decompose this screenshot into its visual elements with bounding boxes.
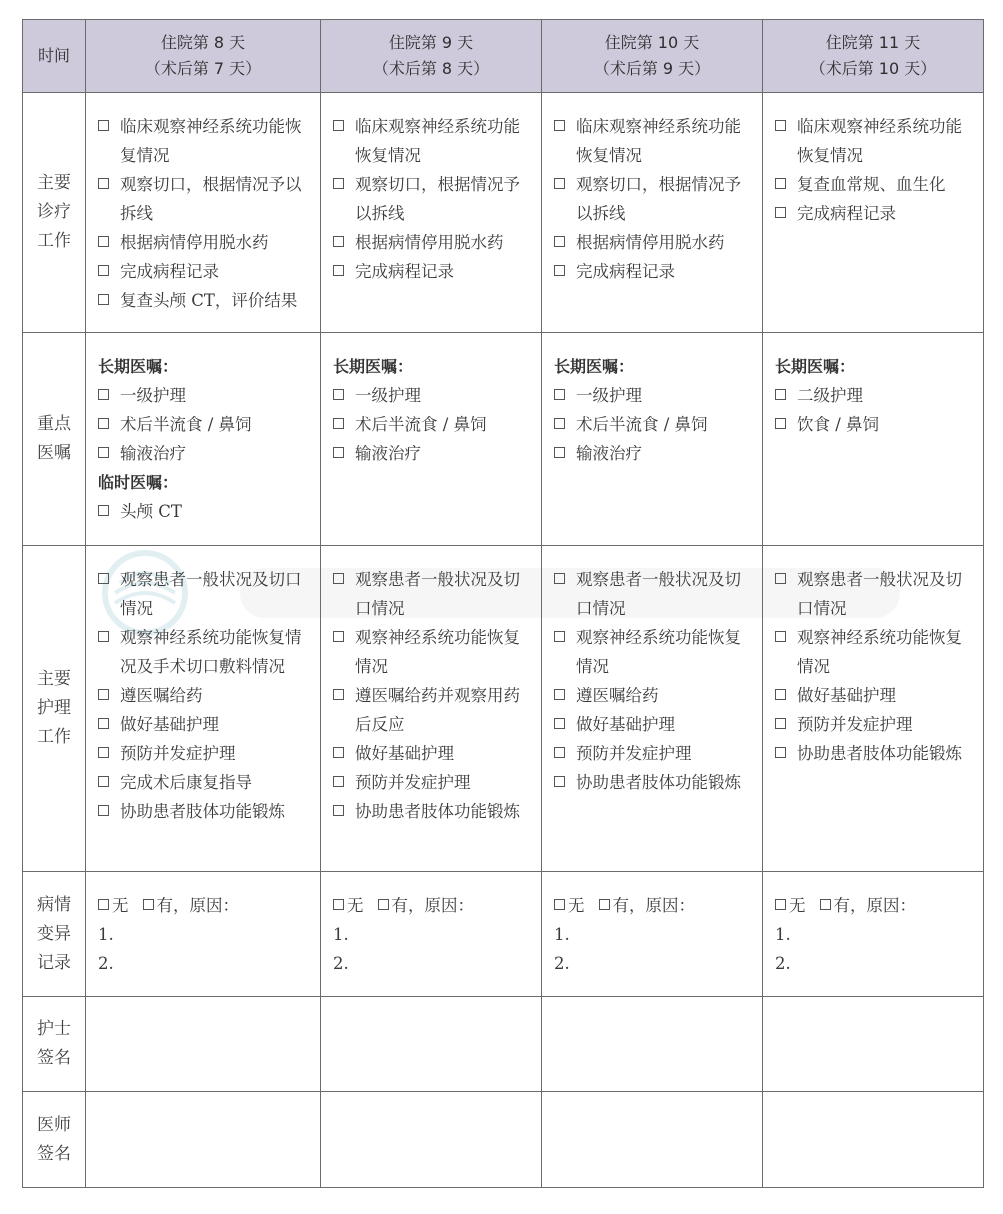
- checkbox-icon[interactable]: [98, 265, 109, 276]
- checklist-item[interactable]: [98, 381, 314, 410]
- checklist-item-text: 一级护理: [576, 386, 642, 405]
- day11-header: 住院第 11 天 （术后第 10 天）: [763, 20, 984, 93]
- checklist-item[interactable]: [554, 170, 756, 228]
- checklist-item-text: 协助患者肢体功能锻炼: [355, 802, 520, 821]
- long-term-orders-heading: 长期医嘱：: [554, 357, 635, 376]
- checklist-item[interactable]: [98, 768, 314, 797]
- checklist-item-text: 临床观察神经系统功能恢复情况: [797, 117, 962, 165]
- checkbox-icon[interactable]: [98, 389, 109, 400]
- checklist-item-text: 做好基础护理: [797, 686, 896, 705]
- checklist-item-text: 复查血常规、血生化: [797, 175, 946, 194]
- checkbox-icon[interactable]: [554, 573, 565, 584]
- checkbox-icon[interactable]: [775, 631, 786, 642]
- orders-day9: [321, 333, 541, 468]
- checklist-item-text: 协助患者肢体功能锻炼: [120, 802, 285, 821]
- checkbox-icon[interactable]: [333, 805, 344, 816]
- variance-reason-2[interactable]: 2.: [775, 954, 791, 973]
- checklist-item-text: 做好基础护理: [355, 744, 454, 763]
- checklist-item[interactable]: [98, 739, 314, 768]
- checklist-item[interactable]: [98, 623, 314, 681]
- checkbox-icon[interactable]: [775, 747, 786, 758]
- variance-none-option[interactable]: 无: [554, 891, 585, 920]
- checkbox-icon[interactable]: [554, 689, 565, 700]
- checkbox-icon[interactable]: [775, 718, 786, 729]
- checklist-item[interactable]: [333, 565, 535, 623]
- checkbox-icon[interactable]: [143, 899, 154, 910]
- clinical-pathway-table: [22, 19, 984, 1188]
- variance-reason-2[interactable]: 2.: [333, 954, 349, 973]
- variance-reason-2[interactable]: 2.: [554, 954, 570, 973]
- variance-yes-option[interactable]: 有，原因：: [599, 891, 696, 920]
- checklist-item[interactable]: [554, 112, 756, 170]
- checklist-item[interactable]: [775, 199, 977, 228]
- checklist-item[interactable]: [554, 410, 756, 439]
- checkbox-icon[interactable]: [554, 236, 565, 247]
- checkbox-icon[interactable]: [554, 447, 565, 458]
- variance-none-option[interactable]: 无: [775, 891, 806, 920]
- variance-row: [23, 872, 984, 997]
- checklist-item[interactable]: [333, 228, 535, 257]
- orders-label: 重点 医嘱: [23, 333, 86, 546]
- day9-header: 住院第 9 天 （术后第 8 天）: [321, 20, 542, 93]
- header-row: [23, 20, 984, 93]
- checkbox-icon[interactable]: [775, 207, 786, 218]
- checkbox-icon[interactable]: [554, 265, 565, 276]
- checklist-item[interactable]: [775, 739, 977, 768]
- checklist-item[interactable]: [775, 381, 977, 410]
- nursing-day9: [321, 546, 541, 826]
- checkbox-icon[interactable]: [333, 447, 344, 458]
- checklist-item[interactable]: [98, 681, 314, 710]
- checklist-item[interactable]: [554, 623, 756, 681]
- checklist-item[interactable]: [775, 681, 977, 710]
- checklist-item[interactable]: [333, 623, 535, 681]
- checklist-item-text: 遵医嘱给药: [120, 686, 203, 705]
- checklist-item-text: 术后半流食 / 鼻饲: [355, 415, 487, 434]
- diagnosis-day8: [86, 93, 320, 315]
- checkbox-icon[interactable]: [333, 689, 344, 700]
- checkbox-icon[interactable]: [98, 294, 109, 305]
- checklist-item[interactable]: [98, 439, 314, 468]
- diagnosis-day11: [763, 93, 983, 228]
- time-header: 时间: [23, 20, 86, 93]
- checklist-item[interactable]: [333, 112, 535, 170]
- checkbox-icon[interactable]: [98, 505, 109, 516]
- checklist-item[interactable]: [333, 381, 535, 410]
- checklist-item[interactable]: [98, 497, 314, 526]
- checklist-item-text: 完成病程记录: [797, 204, 896, 223]
- long-term-orders-heading: 长期医嘱：: [98, 357, 179, 376]
- checklist-item[interactable]: [554, 681, 756, 710]
- checklist-item[interactable]: [98, 797, 314, 826]
- checklist-item[interactable]: [554, 739, 756, 768]
- variance-yes-option[interactable]: 有，原因：: [378, 891, 475, 920]
- checkbox-icon[interactable]: [554, 418, 565, 429]
- checklist-item-text: 观察神经系统功能恢复情况: [576, 628, 741, 676]
- checklist-item[interactable]: [775, 565, 977, 623]
- checkbox-icon[interactable]: [554, 899, 565, 910]
- checklist-item-text: 预防并发症护理: [576, 744, 692, 763]
- checklist-item-text: 完成病程记录: [355, 262, 454, 281]
- variance-reason-1[interactable]: 1.: [333, 925, 349, 944]
- checklist-item[interactable]: [775, 112, 977, 170]
- checklist-item[interactable]: [333, 439, 535, 468]
- checklist-item[interactable]: [775, 170, 977, 199]
- checklist-item-text: 完成病程记录: [120, 262, 219, 281]
- checklist-item-text: 观察神经系统功能恢复情况及手术切口敷料情况: [120, 628, 302, 676]
- checklist-item[interactable]: [554, 565, 756, 623]
- checkbox-icon[interactable]: [554, 389, 565, 400]
- day8-header: 住院第 8 天 （术后第 7 天）: [86, 20, 321, 93]
- checkbox-icon[interactable]: [554, 631, 565, 642]
- checkbox-icon[interactable]: [775, 573, 786, 584]
- checklist-item[interactable]: [98, 286, 314, 315]
- temporary-orders-heading: 临时医嘱：: [98, 473, 179, 492]
- checklist-item-text: 观察切口，根据情况予以拆线: [355, 175, 520, 223]
- checklist-item-text: 观察患者一般状况及切口情况: [355, 570, 520, 618]
- checklist-item-text: 术后半流食 / 鼻饲: [576, 415, 708, 434]
- variance-reason-1[interactable]: 1.: [98, 925, 114, 944]
- checklist-item[interactable]: [554, 710, 756, 739]
- checklist-item-text: 协助患者肢体功能锻炼: [576, 773, 741, 792]
- variance-day10: [542, 872, 762, 978]
- nurse-sign-row: [23, 997, 984, 1092]
- checklist-item-text: 预防并发症护理: [120, 744, 236, 763]
- checklist-item[interactable]: [775, 623, 977, 681]
- variance-reason-1[interactable]: 1.: [775, 925, 791, 944]
- checklist-item-text: 输液治疗: [576, 444, 642, 463]
- checklist-item[interactable]: [333, 739, 535, 768]
- long-term-orders-heading: 长期医嘱：: [775, 357, 856, 376]
- variance-none-option[interactable]: 无: [333, 891, 364, 920]
- orders-row: [23, 333, 984, 546]
- checklist-item-text: 观察患者一般状况及切口情况: [797, 570, 962, 618]
- checkbox-icon[interactable]: [333, 236, 344, 247]
- checklist-item[interactable]: [98, 410, 314, 439]
- checkbox-icon[interactable]: [333, 265, 344, 276]
- variance-day8: [86, 872, 320, 978]
- doctor-sign-day11[interactable]: [763, 1092, 984, 1188]
- checklist-item-text: 完成术后康复指导: [120, 773, 252, 792]
- checkbox-icon[interactable]: [775, 120, 786, 131]
- checkbox-icon[interactable]: [775, 689, 786, 700]
- checkbox-icon[interactable]: [98, 776, 109, 787]
- variance-yes-option[interactable]: 有，原因：: [143, 891, 240, 920]
- checklist-item-text: 头颅 CT: [120, 502, 182, 521]
- checklist-item-text: 复查头颅 CT，评价结果: [120, 291, 298, 310]
- checklist-item-text: 遵医嘱给药: [576, 686, 659, 705]
- nurse-sign-day9[interactable]: [321, 997, 542, 1092]
- checkbox-icon[interactable]: [378, 899, 389, 910]
- nursing-row: [23, 546, 984, 872]
- checklist-item[interactable]: [333, 768, 535, 797]
- checkbox-icon[interactable]: [554, 718, 565, 729]
- nurse-sign-day8[interactable]: [86, 997, 321, 1092]
- checklist-item-text: 术后半流食 / 鼻饲: [120, 415, 252, 434]
- nurse-sign-day11[interactable]: [763, 997, 984, 1092]
- orders-day11: [763, 333, 983, 439]
- diagnosis-day9: [321, 93, 541, 286]
- checklist-item-text: 遵医嘱给药并观察用药后反应: [355, 686, 520, 734]
- checklist-item-text: 预防并发症护理: [355, 773, 471, 792]
- checklist-item-text: 一级护理: [355, 386, 421, 405]
- checkbox-icon[interactable]: [554, 178, 565, 189]
- checkbox-icon[interactable]: [98, 718, 109, 729]
- checklist-item[interactable]: [333, 257, 535, 286]
- checkbox-icon[interactable]: [333, 418, 344, 429]
- checkbox-icon[interactable]: [333, 120, 344, 131]
- checklist-item[interactable]: [98, 565, 314, 623]
- checkbox-icon[interactable]: [98, 631, 109, 642]
- checklist-item-text: 输液治疗: [120, 444, 186, 463]
- checklist-item[interactable]: [775, 410, 977, 439]
- nursing-day10: [542, 546, 762, 797]
- checkbox-icon[interactable]: [98, 689, 109, 700]
- checklist-item[interactable]: [98, 257, 314, 286]
- checkbox-icon[interactable]: [333, 178, 344, 189]
- nurse-sign-day10[interactable]: [542, 997, 763, 1092]
- checkbox-icon[interactable]: [599, 899, 610, 910]
- checklist-item-text: 二级护理: [797, 386, 863, 405]
- checklist-item[interactable]: [333, 170, 535, 228]
- checklist-item[interactable]: [98, 228, 314, 257]
- checklist-item-text: 协助患者肢体功能锻炼: [797, 744, 962, 763]
- nurse-sign-label: 护士 签名: [23, 997, 86, 1092]
- long-term-orders-heading: 长期医嘱：: [333, 357, 414, 376]
- checkbox-icon[interactable]: [775, 389, 786, 400]
- checkbox-icon[interactable]: [333, 747, 344, 758]
- doctor-sign-label: 医师 签名: [23, 1092, 86, 1188]
- checklist-item-text: 输液治疗: [355, 444, 421, 463]
- checklist-item-text: 饮食 / 鼻饲: [797, 415, 880, 434]
- checkbox-icon[interactable]: [98, 447, 109, 458]
- checklist-item-text: 做好基础护理: [120, 715, 219, 734]
- checkbox-icon[interactable]: [333, 899, 344, 910]
- checkbox-icon[interactable]: [98, 747, 109, 758]
- checklist-item[interactable]: [554, 257, 756, 286]
- variance-day11: [763, 872, 983, 978]
- doctor-sign-day8[interactable]: [86, 1092, 321, 1188]
- nursing-day11: [763, 546, 983, 768]
- checkbox-icon[interactable]: [98, 178, 109, 189]
- checklist-item-text: 预防并发症护理: [797, 715, 913, 734]
- checkbox-icon[interactable]: [333, 776, 344, 787]
- checklist-item-text: 做好基础护理: [576, 715, 675, 734]
- checklist-item[interactable]: [554, 439, 756, 468]
- doctor-sign-day9[interactable]: [321, 1092, 542, 1188]
- checkbox-icon[interactable]: [333, 389, 344, 400]
- checkbox-icon[interactable]: [554, 120, 565, 131]
- checklist-item-text: 观察患者一般状况及切口情况: [576, 570, 741, 618]
- checkbox-icon[interactable]: [820, 899, 831, 910]
- variance-none-option[interactable]: 无: [98, 891, 129, 920]
- checklist-item-text: 根据病情停用脱水药: [120, 233, 269, 252]
- checkbox-icon[interactable]: [98, 418, 109, 429]
- checklist-item-text: 观察患者一般状况及切口情况: [120, 570, 302, 618]
- nursing-label: 主要 护理 工作: [23, 546, 86, 872]
- checkbox-icon[interactable]: [98, 573, 109, 584]
- nursing-day8: [86, 546, 320, 826]
- checklist-item[interactable]: [775, 710, 977, 739]
- checkbox-icon[interactable]: [98, 805, 109, 816]
- checklist-item-text: 完成病程记录: [576, 262, 675, 281]
- checklist-item[interactable]: [554, 768, 756, 797]
- checkbox-icon[interactable]: [554, 747, 565, 758]
- orders-day10: [542, 333, 762, 468]
- variance-reason-2[interactable]: 2.: [98, 954, 114, 973]
- checklist-item-text: 一级护理: [120, 386, 186, 405]
- checkbox-icon[interactable]: [775, 178, 786, 189]
- checklist-item-text: 观察切口，根据情况予以拆线: [120, 175, 302, 223]
- diagnosis-day10: [542, 93, 762, 286]
- checkbox-icon[interactable]: [333, 573, 344, 584]
- checkbox-icon[interactable]: [554, 776, 565, 787]
- checklist-item-text: 观察神经系统功能恢复情况: [355, 628, 520, 676]
- orders-day8: [86, 333, 320, 526]
- diagnosis-row: [23, 93, 984, 333]
- day10-header: 住院第 10 天 （术后第 9 天）: [542, 20, 763, 93]
- checklist-item-text: 观察神经系统功能恢复情况: [797, 628, 962, 676]
- checkbox-icon[interactable]: [775, 418, 786, 429]
- doctor-sign-day10[interactable]: [542, 1092, 763, 1188]
- checklist-item-text: 临床观察神经系统功能恢复情况: [355, 117, 520, 165]
- checklist-item[interactable]: [333, 681, 535, 739]
- checkbox-icon[interactable]: [333, 631, 344, 642]
- variance-label: 病情 变异 记录: [23, 872, 86, 997]
- variance-yes-option[interactable]: 有，原因：: [820, 891, 917, 920]
- checklist-item[interactable]: [554, 381, 756, 410]
- checklist-item-text: 根据病情停用脱水药: [576, 233, 725, 252]
- checkbox-icon[interactable]: [98, 120, 109, 131]
- checklist-item[interactable]: [333, 410, 535, 439]
- checklist-item-text: 观察切口，根据情况予以拆线: [576, 175, 741, 223]
- checkbox-icon[interactable]: [775, 899, 786, 910]
- checklist-item-text: 根据病情停用脱水药: [355, 233, 504, 252]
- checklist-item[interactable]: [98, 710, 314, 739]
- variance-reason-1[interactable]: 1.: [554, 925, 570, 944]
- checkbox-icon[interactable]: [98, 899, 109, 910]
- checklist-item[interactable]: [98, 112, 314, 170]
- doctor-sign-row: [23, 1092, 984, 1188]
- checkbox-icon[interactable]: [98, 236, 109, 247]
- variance-day9: [321, 872, 541, 978]
- diagnosis-label: 主要 诊疗 工作: [23, 93, 86, 333]
- checklist-item-text: 临床观察神经系统功能恢复情况: [576, 117, 741, 165]
- checklist-item[interactable]: [333, 797, 535, 826]
- checklist-item[interactable]: [554, 228, 756, 257]
- checklist-item-text: 临床观察神经系统功能恢复情况: [120, 117, 302, 165]
- checklist-item[interactable]: [98, 170, 314, 228]
